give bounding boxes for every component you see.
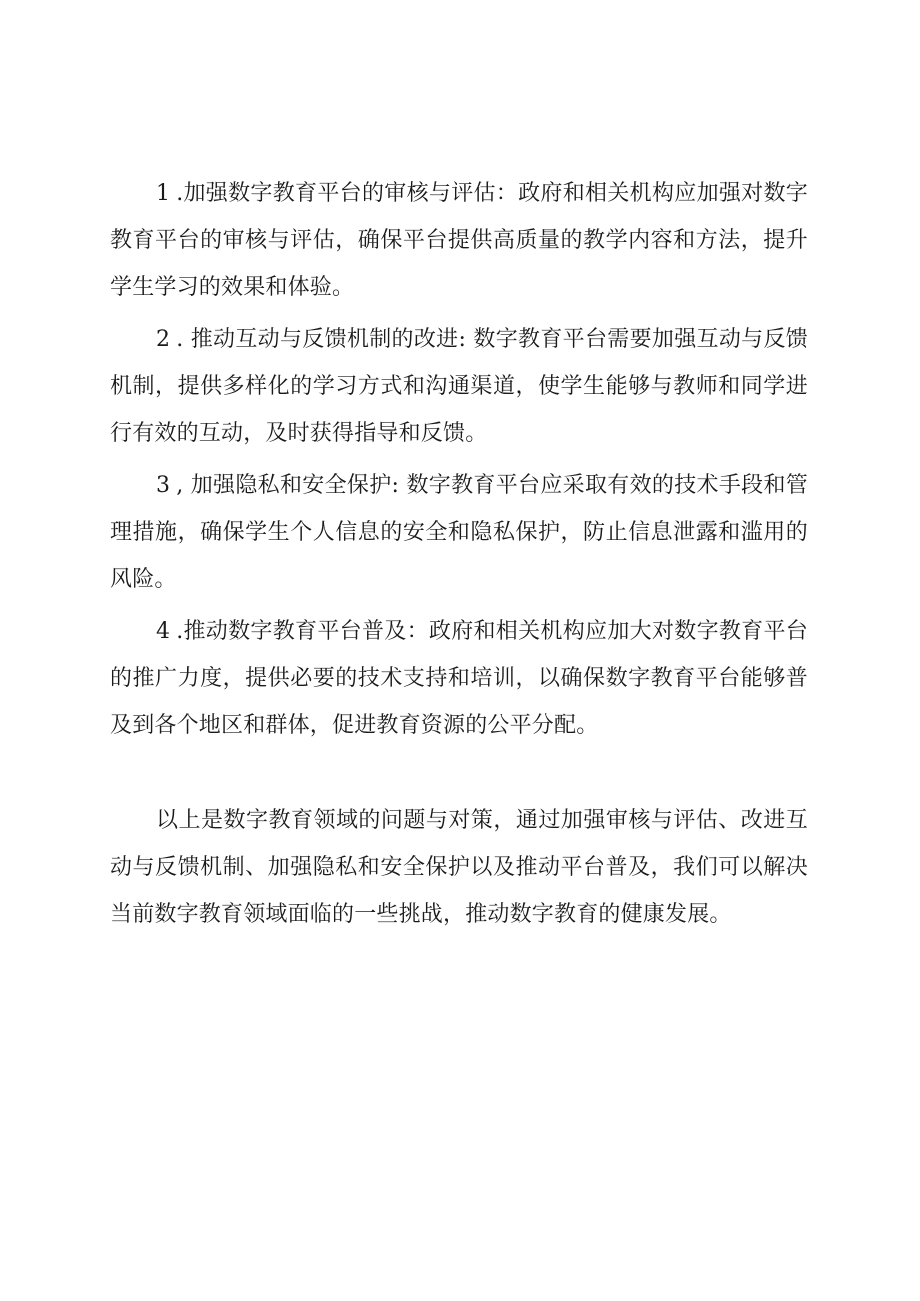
summary-paragraph: 以上是数字教育领域的问题与对策，通过加强审核与评估、改进互动与反馈机制、加强隐私和安全保护以及推动平台普及，我们可以解决当前数字教育领域面临的一些挑战，推动数字教育的健康发展。 [110,808,808,927]
list-item-text: .加强数字教育平台的审核与评估：政府和相关机构应加强对数字教育平台的审核与评估，确保平台提供高质量的教学内容和方法，提升学生学习的效果和体验。 [110,181,808,300]
list-item-2 [110,316,808,457]
list-item-number: 3 [156,473,171,498]
list-item-3 [110,462,808,603]
list-item-number: 4 [156,619,171,644]
list-item-4 [110,608,808,749]
list-item-text: , 加强隐私和安全保护: 数字教育平台应采取有效的技术手段和管理措施，确保学生个人信息的安全和隐私保护，防止信息泄露和滥用的风险。 [110,473,808,592]
list-item-1 [110,170,808,311]
document-body [110,170,808,938]
list-item-number: 2 [156,327,171,352]
list-item-text: . 推动互动与反馈机制的改进: 数字教育平台需要加强互动与反馈机制，提供多样化的学习方式和沟通渠道，使学生能够与教师和同学进行有效的互动，及时获得指导和反馈。 [110,327,808,446]
list-item-number: 1 [156,181,171,206]
list-item-text: .推动数字教育平台普及：政府和相关机构应加大对数字教育平台的推广力度，提供必要的技术支持和培训，以确保数字教育平台能够普及到各个地区和群体，促进教育资源的公平分配。 [110,619,808,738]
